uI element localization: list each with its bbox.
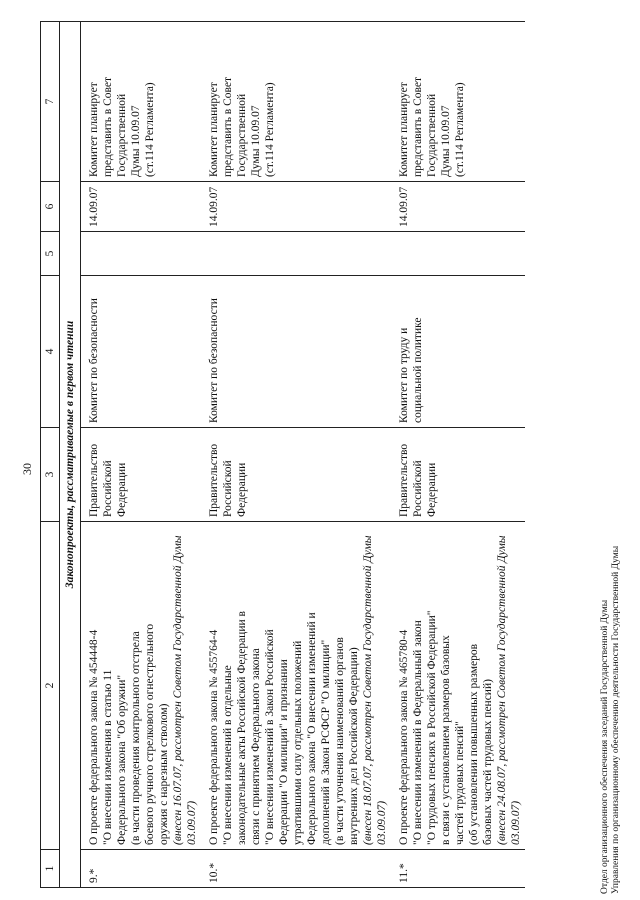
bill-line: Федерации "О милиции" и признании [278,659,290,845]
page-number: 30 [20,463,34,475]
bill-line: (в части проведения контрольного отстрела [130,631,142,845]
column-number: 2 [41,522,60,850]
date-cell: 14.09.07 [201,182,391,232]
plan-line: Комитет планирует [208,82,220,177]
table-row [201,22,391,888]
plan-line: Государственной [236,93,248,177]
bill-line: "О внесении изменений в Федеральный закон [412,620,424,845]
author-cell: Правительство Российской Федерации [81,428,202,522]
bill-line: "О внесении изменений в отдельные [222,665,234,845]
bill-line: "О внесении изменения в статью 11 [102,669,114,845]
column-number: 4 [41,276,60,428]
bill-note: (внесен 18.07.07, рассмотрен Советом Государственной Думы 03.09.07) [362,535,388,845]
plan-line: (ст.114 Регламента) [144,82,156,177]
author-cell: Правительство Российской Федерации [391,428,525,522]
bill-line: боевого ручного стрелкового огнестрельного [144,623,156,845]
bill-line: связи с принятием Федерального закона [250,648,262,845]
plan-line: представить в Совет [222,76,234,177]
empty-cell [391,232,525,276]
bill-description [201,522,391,850]
bill-note: (внесен 16.07.07, рассмотрен Советом Государственной Думы 03.09.07) [172,535,198,845]
committee-cell: Комитет по безопасности [81,276,202,428]
bill-description [81,522,202,850]
bill-line: частей трудовых пенсий" [454,721,466,845]
column-number: 1 [41,850,60,888]
bill-line: "О трудовых пенсиях в Российской Федерации" [426,610,438,845]
bill-line: законодательные акты Российской Федерации в [236,611,248,845]
table-row [391,22,525,888]
bill-line: О проекте федерального закона № 454448-4 [88,629,100,845]
bill-description [391,522,525,850]
row-number: 9.* [81,850,202,888]
section-title: Законопроекты, рассматриваемые в первом чтении [60,22,81,888]
column-number: 7 [41,22,60,182]
bill-line: оружия с нарезным стволом) [158,703,170,845]
table-row [81,22,202,888]
plan-line: представить в Совет [102,76,114,177]
date-cell: 14.09.07 [81,182,202,232]
plan-line: (ст.114 Регламента) [264,82,276,177]
plan-cell [201,22,391,182]
footer [600,546,622,894]
agenda-table [40,21,525,888]
committee-cell: Комитет по безопасности [201,276,391,428]
plan-cell [391,22,525,182]
column-number: 5 [41,232,60,276]
committee-cell: Комитет по труду и социальной политике [391,276,525,428]
bill-line: утратившими силу отдельных положений [292,640,304,845]
bill-line: дополнений в Закон РСФСР "О милиции" [320,639,332,845]
plan-line: Думы 10.09.07 [440,105,452,177]
date-cell: 14.09.07 [391,182,525,232]
bill-line: (об установлении повышенных размеров [468,643,480,845]
plan-cell [81,22,202,182]
author-cell: Правительство Российской Федерации [201,428,391,522]
plan-line: Комитет планирует [398,82,410,177]
row-number: 10.* [201,850,391,888]
bill-line: "О внесении изменений в Закон Российской [264,629,276,845]
row-number: 11.* [391,850,525,888]
plan-line: Государственной [116,93,128,177]
bill-line: внутренних дел Российской Федерации) [348,647,360,845]
column-number-row [41,22,60,888]
bill-line: (в части уточнения наименований органов [334,637,346,845]
plan-line: Государственной [426,93,438,177]
empty-cell [81,232,202,276]
plan-line: (ст.114 Регламента) [454,82,466,177]
plan-line: Комитет планирует [88,82,100,177]
section-header-row [60,22,81,888]
plan-line: Думы 10.09.07 [130,105,142,177]
footer-line: Управления по организационному обеспечению деятельности Государственной Думы [611,545,621,894]
bill-line: О проекте федерального закона № 465780-4 [398,629,410,845]
bill-line: базовых частей трудовых пенсий) [482,679,494,845]
plan-line: представить в Совет [412,76,424,177]
column-number: 6 [41,182,60,232]
bill-note: (внесен 24.08.07, рассмотрен Советом Государственной Думы 03.09.07) [496,535,522,845]
footer-line: Отдел организационного обеспечения заседаний Государственной Думы [600,599,610,894]
bill-line: О проекте федерального закона № 455764-4 [208,629,220,845]
bill-line: в связи с установлением размеров базовых [440,635,452,845]
column-number: 3 [41,428,60,522]
bill-line: Федерального закона "Об оружии" [116,674,128,845]
bill-line: Федерального закона "О внесении изменений и [306,612,318,845]
plan-line: Думы 10.09.07 [250,105,262,177]
empty-cell [201,232,391,276]
